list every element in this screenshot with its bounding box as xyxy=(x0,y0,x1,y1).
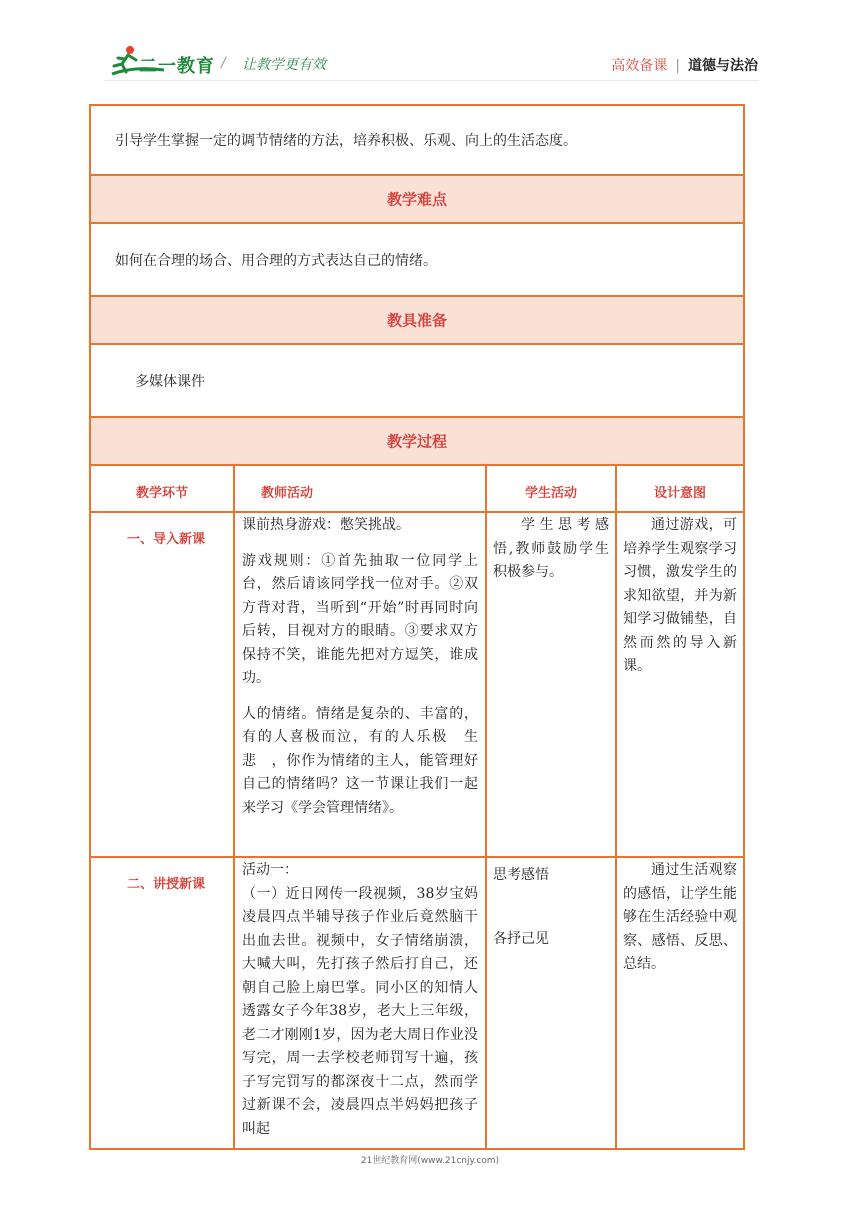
student-activity xyxy=(493,514,609,585)
page-header xyxy=(0,0,860,100)
slogan-slash: / xyxy=(221,55,226,71)
slogan: 让教学更有效 xyxy=(242,57,326,73)
design-intent: 通过游戏，可培养学生观察学习习惯，激发学生的求知欲望，并为新知学习做铺垫，自然而然的导入新课。 xyxy=(623,517,737,674)
process-header xyxy=(91,418,743,466)
teacher-paragraph: （一）近日网传一段视频，38岁宝妈凌晨四点半辅导孩子作业后竟然脑干出血去世。视频中，女子情绪崩溃，大喊大叫，先打孩子然后打自己，还朝自己脸上扇巴掌。同小区的知情人透露女子今年38岁，老大上三年级，老二才刚刚1岁，因为老大周日作业没写完，周一去学校老师罚写十遍，孩子写完罚写的都深夜十二点，然而学过新课不会，凌晨四点半妈妈把孩子叫起 xyxy=(242,885,478,1137)
teacher-activity xyxy=(242,514,478,820)
column-divider xyxy=(615,466,617,1150)
student-paragraph: 学生思考感悟,教师鼓励学生积极参与。 xyxy=(493,517,609,580)
student-paragraph: 思考感悟 xyxy=(493,867,549,883)
student-activity xyxy=(493,864,609,951)
column-header-teacher: 教师活动 xyxy=(260,486,313,501)
prep-title: 教具准备 xyxy=(386,311,447,330)
difficulty-title: 教学难点 xyxy=(386,190,447,209)
prep-text: 多媒体课件 xyxy=(135,373,205,390)
header-divider xyxy=(104,80,759,81)
difficulty-text: 如何在合理的场合、用合理的方式表达自己的情绪。 xyxy=(115,252,437,269)
course-label: 高效备课 xyxy=(611,58,668,74)
process-title: 教学过程 xyxy=(386,432,447,451)
teacher-activity xyxy=(242,859,478,1141)
teacher-paragraph: 课前热身游戏：憋笑挑战。 xyxy=(242,517,410,533)
goal-text: 引导学生掌握一定的调节情绪的方法，培养积极、乐观、向上的生活态度。 xyxy=(115,133,577,149)
column-header-stage: 教学环节 xyxy=(135,486,188,501)
column-header-student: 学生活动 xyxy=(524,486,577,501)
student-paragraph: 各抒己见 xyxy=(493,930,549,947)
design-intent: 通过生活观察的感悟，让学生能够在生活经验中观察、感悟、反思、总结。 xyxy=(623,862,737,972)
prep-header xyxy=(91,297,743,345)
column-header-intent: 设计意图 xyxy=(653,486,706,501)
stage-label: 二、讲授新课 xyxy=(127,877,206,892)
goal-row xyxy=(91,106,743,176)
column-divider xyxy=(485,466,487,1150)
header-course-info xyxy=(611,55,758,75)
difficulty-header xyxy=(91,176,743,224)
logo-text: 二一教育 xyxy=(139,56,215,77)
page-footer: 21世纪教育网(www.21cnjy.com) xyxy=(360,1156,500,1166)
column-divider xyxy=(233,466,235,1150)
teacher-paragraph: 游戏规则：①首先抽取一位同学上台，然后请该同学找一位对手。②双方背对背，当听到“开始”时再同时向后转，目视对方的眼睛。③要求双方保持不笑，谁能先把对方逗笑，谁成功。 xyxy=(242,552,478,686)
subject-label: 道德与法治 xyxy=(688,58,758,74)
teacher-paragraph: 活动一： xyxy=(242,862,298,878)
prep-row xyxy=(91,345,743,418)
header-separator: | xyxy=(675,58,680,74)
lesson-plan-table xyxy=(89,104,745,1150)
stage-label: 一、导入新课 xyxy=(127,532,206,547)
difficulty-row xyxy=(91,224,743,297)
teacher-paragraph: 人的情绪。情绪是复杂的、丰富的，有的人喜极而泣，有的人乐极 生悲 ，你作为情绪的主人，能管理好自己的情绪吗？这一节课让我们一起来学习《学会管理情绪》。 xyxy=(242,705,478,816)
